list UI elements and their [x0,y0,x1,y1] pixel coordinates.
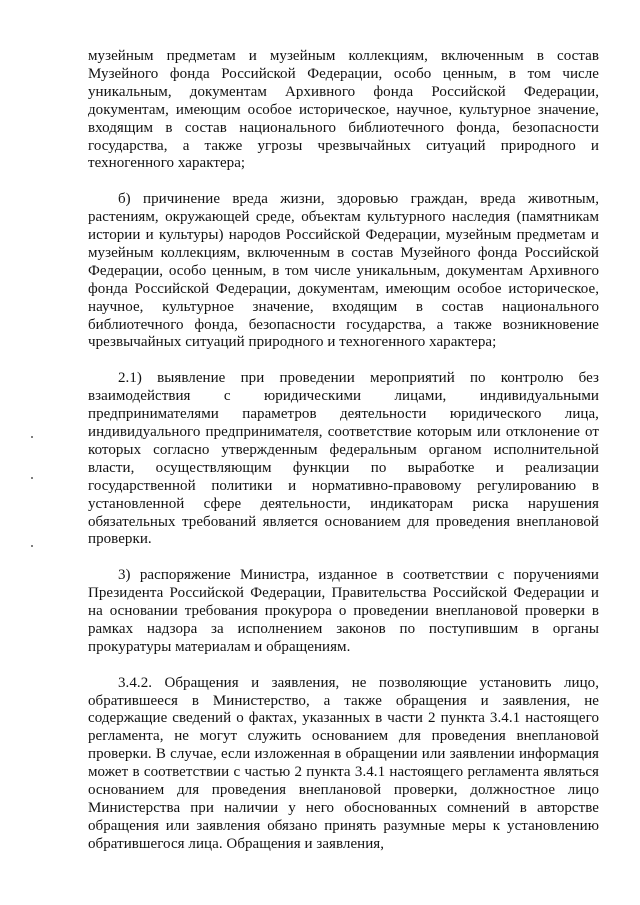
paragraph-gap [88,173,599,191]
document-page [88,48,599,854]
paragraph-2-1: 2.1) выявление при проведении мероприятий по контролю без взаимодействия с юридическими лицами, индивидуальными предпринимателями параметров деятельности юридического лица, индивидуального предпринимателя, соответствие которым или отклонение от которых согласно утвержденным федеральным органом исполнительной власти, осуществляющим функции по выработке и реализации государственной политики и нормативно-правовому регулированию в установленной сфере деятельности, индикаторам риска нарушения обязательных требований является основанием для проведения внеплановой проверки. [88,370,599,548]
paragraph-gap [88,657,599,675]
paragraph-3-4-2: 3.4.2. Обращения и заявления, не позволяющие установить лицо, обратившееся в Министерство, а также обращения и заявления, не содержащие сведений о фактах, указанных в части 2 пункта 3.4.1 настоящего регламента, не могут служить основанием для проведения внеплановой проверки. В случае, если изложенная в обращении или заявлении информация может в соответствии с частью 2 пункта 3.4.1 настоящего регламента являться основанием для проведения внеплановой проверки, должностное лицо Министерства при наличии у него обоснованных сомнений в авторстве обращения или заявления обязано принять разумные меры к установлению обратившегося лица. Обращения и заявления, [88,674,599,852]
paragraph-gap [88,352,599,370]
scan-speck [31,436,33,438]
paragraph-gap [88,549,599,567]
scan-speck [31,477,33,479]
paragraph-b: б) причинение вреда жизни, здоровью граждан, вреда животным, растениям, окружающей среде, объектам культурного наследия (памятникам истории и культуры) народов Российской Федерации, музейным предметам и музейным коллекциям, включенным в состав Музейного фонда Российской Федерации, особо ценным, в том числе уникальным, документам Архивного фонда Российской Федерации, документам, имеющим особое историческое, научное, культурное значение, входящим в состав национального библиотечного фонда, безопасности государства, а также возникновение чрезвычайных ситуаций природного и техногенного характера; [88,191,599,351]
paragraph-3: 3) распоряжение Министра, изданное в соответствии с поручениями Президента Российской Федерации, Правительства Российской Федерации и на основании требования прокурора о проведении внеплановой проверки в рамках надзора за исполнением законов по поступившим в органы прокуратуры материалам и обращениям. [88,567,599,655]
paragraph-continuation: музейным предметам и музейным коллекциям, включенным в состав Музейного фонда Российской Федерации, особо ценным, в том числе уникальным, документам Архивного фонда Российской Федерации, документам, имеющим особое историческое, научное, культурное значение, входящим в состав национального библиотечного фонда, безопасности государства, а также угрозы чрезвычайных ситуаций природного и техногенного характера; [88,48,599,172]
scan-speck [31,545,33,547]
